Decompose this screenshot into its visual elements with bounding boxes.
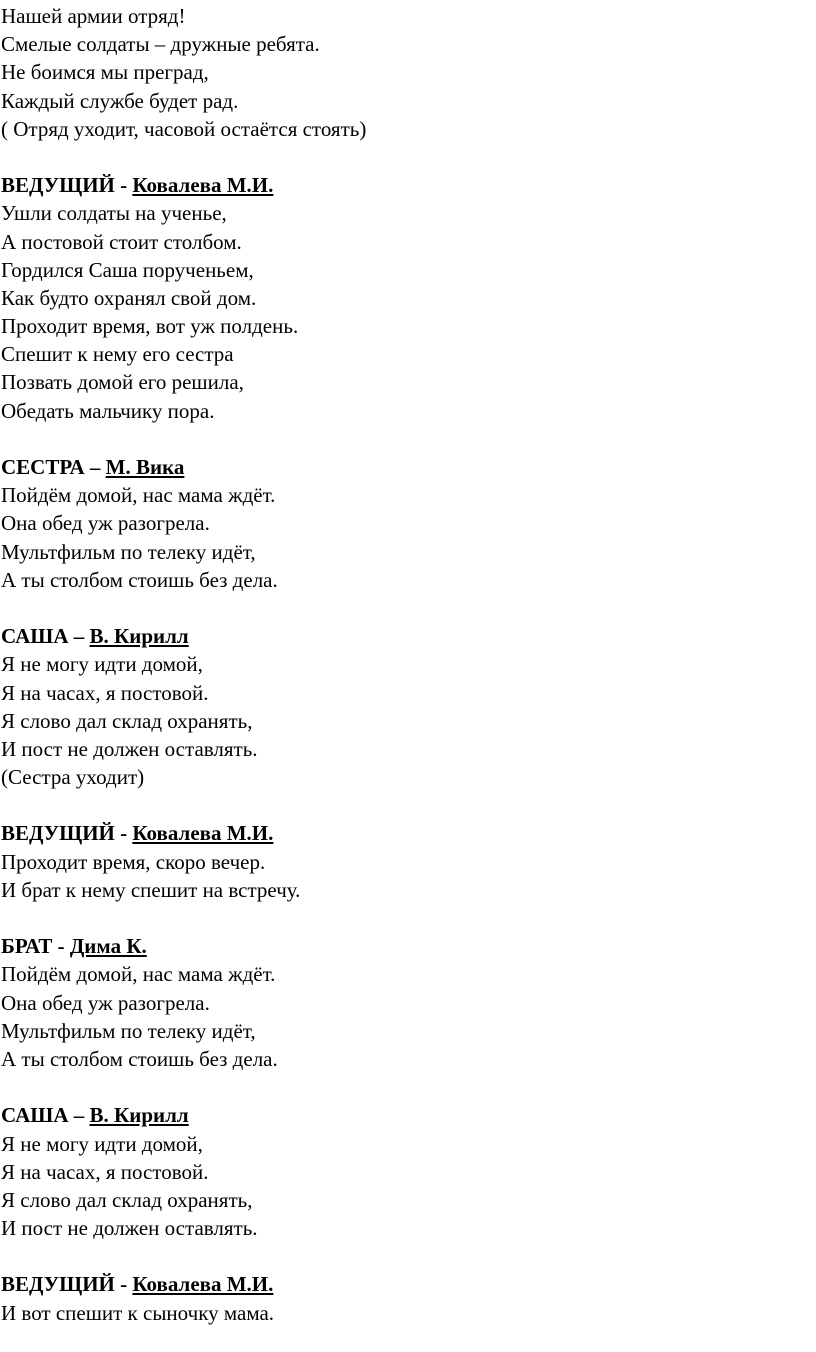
verse-line: Нашей армии отряд! xyxy=(1,4,186,28)
speaker-heading xyxy=(1,1101,816,1129)
speaker-role: САША – xyxy=(1,1103,90,1128)
speaker-role: СЕСТРА – xyxy=(1,455,106,479)
verse-line: Я не могу идти домой, xyxy=(1,1131,203,1156)
blank-line xyxy=(1,425,816,453)
verse-line: Я на часах, я постовой. xyxy=(1,1159,209,1184)
speaker-actor: Ковалева М.И. xyxy=(132,173,274,198)
verse-line: Спешит к нему его сестра xyxy=(1,342,234,367)
verse-line: Позвать домой его решила, xyxy=(1,370,244,395)
speaker-actor: Ковалева М.И. xyxy=(132,1272,274,1297)
speaker-heading xyxy=(1,1270,816,1298)
speaker-actor: Ковалева М.И. xyxy=(132,821,274,846)
verse-line: Обедать мальчику пора. xyxy=(1,398,215,423)
verse-line: Проходит время, скоро вечер. xyxy=(1,849,266,874)
verse-line: Смелые солдаты – дружные ребята. xyxy=(1,32,320,57)
verse-line: Я на часах, я постовой. xyxy=(1,680,209,705)
verse-line: Ушли солдаты на ученье, xyxy=(1,201,227,226)
speaker-actor: В. Кирилл xyxy=(89,1103,189,1128)
verse-line: А ты столбом стоишь без дела. xyxy=(1,567,278,592)
verse-line: И пост не должен оставлять. xyxy=(1,1216,258,1241)
verse-line: Каждый службе будет рад. xyxy=(1,88,239,113)
blank-line xyxy=(1,904,816,932)
speaker-role: ВЕДУЩИЙ - xyxy=(1,173,133,198)
speaker-heading xyxy=(1,819,816,847)
verse-line: И вот спешит к сыночку мама. xyxy=(1,1300,275,1325)
speaker-role: ВЕДУЩИЙ - xyxy=(1,1272,133,1297)
verse-line: А постовой стоит столбом. xyxy=(1,229,242,254)
speaker-role: ВЕДУЩИЙ - xyxy=(1,821,133,846)
speaker-role: САША – xyxy=(1,624,90,649)
verse-line: Я слово дал склад охранять, xyxy=(1,1187,253,1212)
blank-line xyxy=(1,594,816,622)
verse-line: Проходит время, вот уж полдень. xyxy=(1,314,299,339)
verse-line: Мультфильм по телеку идёт, xyxy=(1,539,256,564)
blank-line xyxy=(1,1242,816,1270)
verse-line: Мультфильм по телеку идёт, xyxy=(1,1018,256,1043)
verse-line: Не боимся мы преград, xyxy=(1,60,209,85)
verse-line: Она обед уж разогрела. xyxy=(1,511,210,536)
verse-line: Пойдём домой, нас мама ждёт. xyxy=(1,962,276,987)
speaker-actor: М. Вика xyxy=(105,455,185,479)
verse-line: А ты столбом стоишь без дела. xyxy=(1,1046,278,1071)
verse-line: Гордился Саша порученьем, xyxy=(1,257,254,282)
verse-line: (Сестра уходит) xyxy=(1,765,145,790)
verse-line: ( Отряд уходит, часовой остаётся стоять) xyxy=(1,116,367,141)
speaker-actor: Дима К. xyxy=(69,934,147,959)
blank-line xyxy=(1,143,816,171)
verse-line: Она обед уж разогрела. xyxy=(1,990,210,1015)
verse-line: Я не могу идти домой, xyxy=(1,652,203,677)
speaker-heading xyxy=(1,932,816,960)
verse-line: Я слово дал склад охранять, xyxy=(1,708,253,733)
speaker-heading xyxy=(1,622,816,650)
verse-line: И брат к нему спешит на встречу. xyxy=(1,877,301,902)
speaker-heading xyxy=(1,171,816,199)
blank-line xyxy=(1,1073,816,1101)
verse-line: И пост не должен оставлять. xyxy=(1,736,258,761)
script-document xyxy=(0,2,816,1352)
speaker-role: БРАТ - xyxy=(1,934,70,959)
blank-line xyxy=(1,791,816,819)
speaker-actor: В. Кирилл xyxy=(89,624,189,649)
verse-line: Как будто охранял свой дом. xyxy=(1,285,257,310)
speaker-heading xyxy=(1,453,816,481)
verse-line: Пойдём домой, нас мама ждёт. xyxy=(1,483,276,508)
